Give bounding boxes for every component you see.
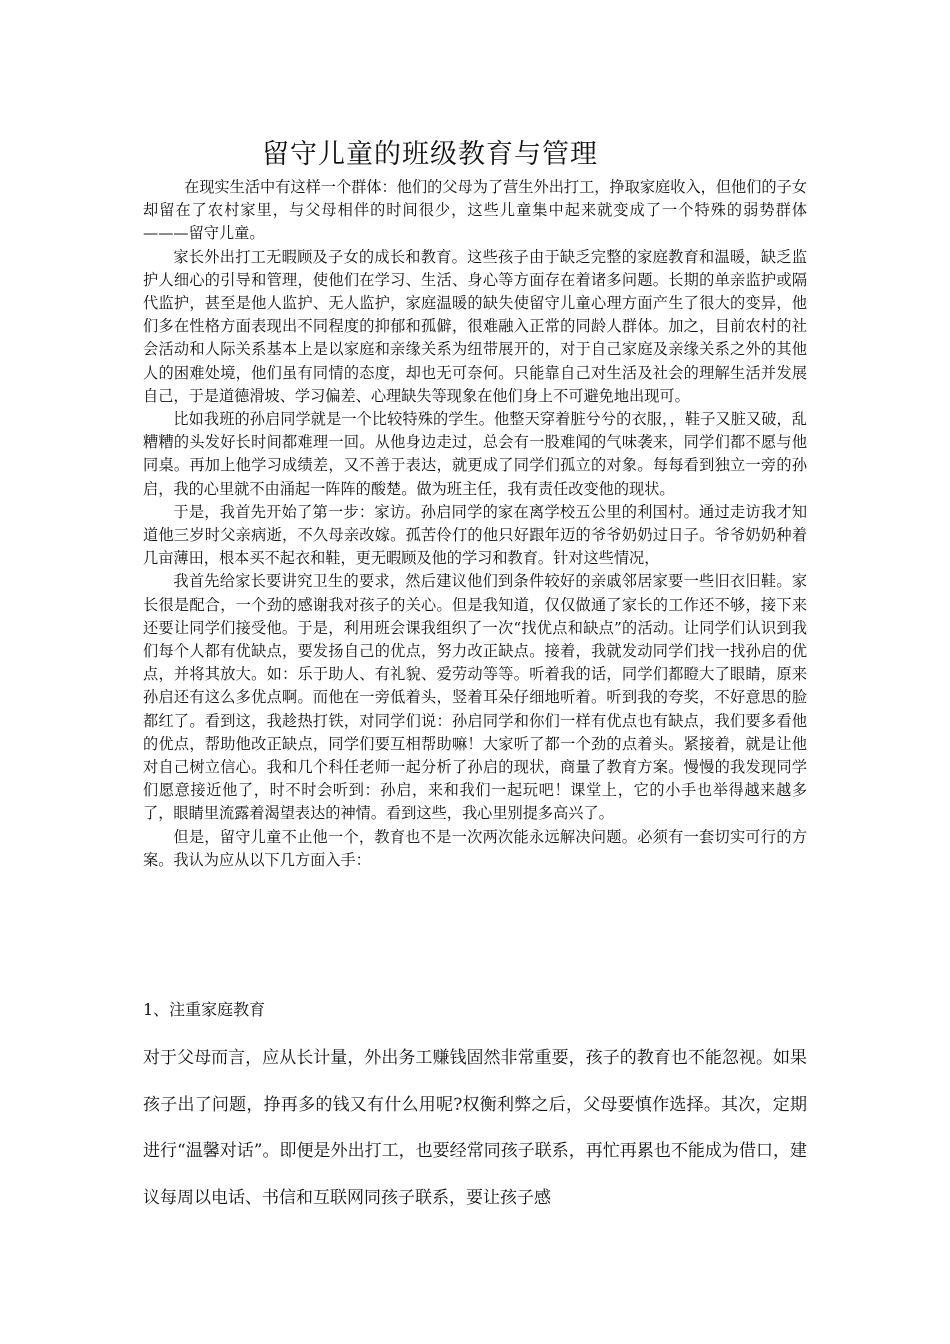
document-body (143, 176, 807, 872)
paragraph-transition: 但是，留守儿童不止他一个，教育也不是一次两次能永远解决问题。必须有一套切实可行的方案。我认为应从以下几方面入手： (143, 827, 807, 869)
section-heading: 1、注重家庭教育 (143, 1000, 266, 1019)
paragraph-example: 比如我班的孙启同学就是一个比较特殊的学生。他整天穿着脏兮兮的衣服，，鞋子又脏又破，乱糟糟的头发好长时间都难理一回。从他身边走过，总会有一股难闻的气味袭来，同学们都不愿与他同桌。再加上他学习成绩差，又不善于表达，就更成了同学们孤立的对象。每每看到独立一旁的孙启，我的心里就不由涌起一阵阵的酸楚。做为班主任，我有责任改变他的现状。 (143, 410, 807, 498)
paragraph-background: 家长外出打工无暇顾及子女的成长和教育。这些孩子由于缺乏完整的家庭教育和温暖，缺乏监护人细心的引导和管理，使他们在学习、生活、身心等方面存在着诸多问题。长期的单亲监护或隔代监护，甚至是他人监护、无人监护，家庭温暖的缺失使留守儿童心理方面产生了很大的变异，他们多在性格方面表现出不同程度的抑郁和孤僻，很难融入正常的同龄人群体。加之，目前农村的社会活动和人际关系基本上是以家庭和亲缘关系为纽带展开的，对于自己家庭及亲缘关系之外的其他人的困难处境，他们虽有同情的态度，却也无可奈何。只能靠自己对生活及社会的理解生活并发展自己，于是道德滑坡、学习偏差、心理缺失等现象在他们身上不可避免地出现可。 (143, 247, 807, 405)
paragraph-intro: 在现实生活中有这样一个群体：他们的父母为了营生外出打工，挣取家庭收入，但他们的子女却留在了农村家里，与父母相伴的时间很少，这些儿童集中起来就变成了一个特殊的弱势群体———留守儿童。 (143, 178, 807, 243)
paragraph-actions: 我首先给家长要讲究卫生的要求，然后建议他们到条件较好的亲戚邻居家要一些旧衣旧鞋。家长很是配合，一个劲的感谢我对孩子的关心。但是我知道，仅仅做通了家长的工作还不够，接下来还要让同学们接受他。于是，利用班会课我组织了一次“找优点和缺点”的活动。让同学们认识到我们每个人都有优缺点，要发扬自己的优点，努力改正缺点。接着，我就发动同学们找一找孙启的优点，并将其放大。如：乐于助人、有礼貌、爱劳动等等。听着我的话，同学们都瞪大了眼睛，原来孙启还有这么多优点啊。而他在一旁低着头，竖着耳朵仔细地听着。听到我的夸奖，不好意思的脸都红了。看到这，我趁热打铁，对同学们说：孙启同学和你们一样有优点也有缺点，我们要多看他的优点，帮助他改正缺点，同学们要互相帮助嘛！大家听了都一个劲的点着头。紧接着，就是让他对自己树立信心。我和几个科任老师一起分析了孙启的现状，商量了教育方案。慢慢的我发现同学们愿意接近他了，时不时会听到：孙启，来和我们一起玩吧！课堂上，它的小手也举得越来越多了，眼睛里流露着渴望表达的神情。看到这些，我心里别提多高兴了。 (143, 572, 807, 823)
section-body (143, 1035, 807, 1221)
paragraph-home-visit: 于是，我首先开始了第一步：家访。孙启同学的家在离学校五公里的利国村。通过走访我才知道他三岁时父亲病逝，不久母亲改嫁。孤苦伶仃的他只好跟年迈的爷爷奶奶过日子。爷爷奶奶种着几亩薄田，根本买不起衣和鞋，更无暇顾及他的学习和教育。针对这些情况， (143, 502, 807, 568)
document-title: 留守儿童的班级教育与管理 (262, 139, 598, 170)
section-paragraph: 对于父母而言，应从长计量，外出务工赚钱固然非常重要，孩子的教育也不能忽视。如果孩子出了问题，挣再多的钱又有什么用呢?权衡利弊之后，父母要慎作选择。其次，定期进行“温馨对话”。即便是外出打工，也要经常同孩子联系，再忙再累也不能成为借口，建议每周以电话、书信和互联网同孩子联系，要让孩子感 (143, 1048, 807, 1208)
